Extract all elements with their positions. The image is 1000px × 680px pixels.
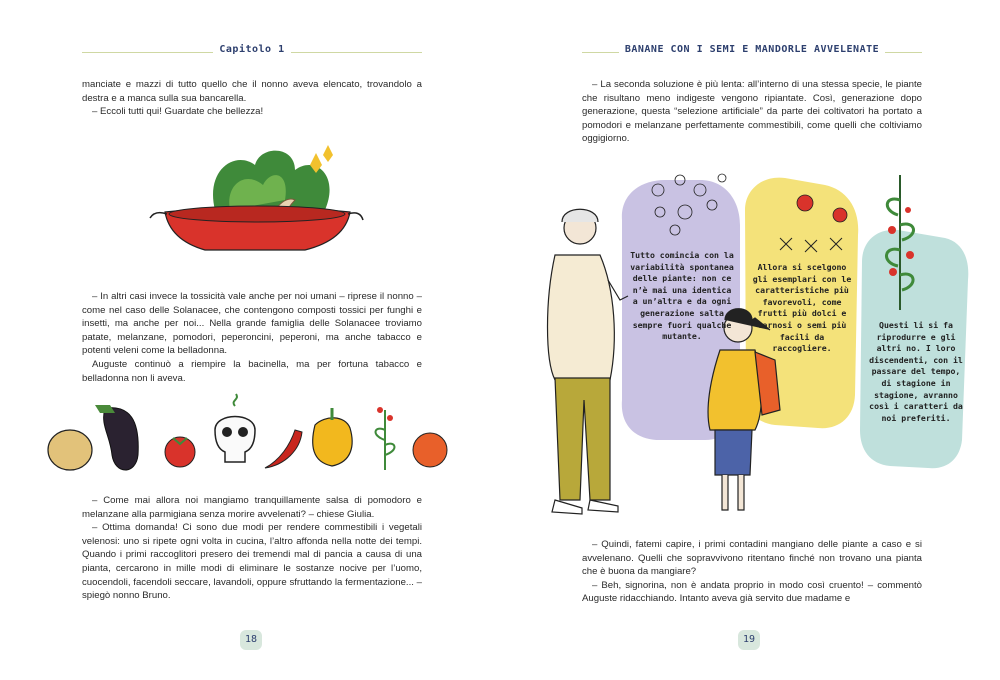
solanaceae-row-illustration bbox=[40, 400, 460, 480]
bell-pepper-icon bbox=[313, 408, 352, 466]
paragraph: – Ottima domanda! Ci sono due modi per rendere commestibili i vegetali velenosi: uno si ripete ogni volta in cucina, l’altro affonda nella notte dei tempi. Quando i primi raccoglitori presero dei tremendi mal di pancia a causa di una pianta, cercarono in mille modi di eliminare le sostanze nocive per l’uomo, cuocendoli, facendoli seccare, lavandoli, oppure sfruttando la fermentazione... – spiegò nonno Bruno. bbox=[82, 522, 422, 602]
speech-bubble-reproduction: Questi li si fa riprodurre e gli altri no. I loro discendenti, con il passare del tempo, di stagione in stagione, avranno così i caratteri da noi preferiti. bbox=[869, 320, 963, 423]
potato-icon bbox=[48, 430, 92, 470]
right-page bbox=[500, 0, 1000, 680]
left-text-top bbox=[82, 78, 422, 119]
speech-bubble-variability: Tutto comincia con la variabilità spontanea delle piante: non ce n’è mai una identica a un’altra e da ogni generazione salta sempre fuori qualche mutante. bbox=[630, 250, 734, 342]
tomato-icon bbox=[165, 437, 195, 467]
paragraph: Auguste continuò a riempire la bacinella, ma per fortuna tabacco e belladonna non li aveva. bbox=[82, 358, 422, 384]
section-title: BANANE CON I SEMI E MANDORLE AVVELENATE bbox=[619, 44, 885, 55]
paragraph: – Come mai allora noi mangiamo tranquillamente salsa di pomodoro e melanzane alla parmigiana senza morire avvelenati? – chiese Giulia. bbox=[82, 495, 422, 520]
paragraph: – La seconda soluzione è più lenta: all’interno di una stessa specie, le piante che risultano meno indigeste vengono ripiantate. Così, generazione dopo generazione, questa “selezione artificiale” da parte dei coltivatori ha portato a pomodori e melanzane perfettamente commestibili, come quelli che coltiviamo oggigiorno. bbox=[582, 79, 922, 145]
paragraph: – Eccoli tutti qui! Guardate che bellezza! bbox=[92, 106, 264, 118]
paragraph: manciate e mazzi di tutto quello che il nonno aveva elencato, trovandolo a destra e a manca sulla sua bancarella. bbox=[82, 79, 422, 104]
eggplant-icon bbox=[95, 405, 138, 470]
grandfather-figure bbox=[548, 209, 629, 514]
left-text-mid bbox=[82, 290, 422, 385]
paragraph: – In altri casi invece la tossicità vale anche per noi umani – riprese il nonno – come nel caso delle Solanacee, che contengono composti tossici per funghi e insetti, ma anche per noi... Nella grande famiglia delle Solanacee troviamo patate, melanzane, pomodori, peperoncini, peperoni, ma anche tabacco e potenti veleni come la belladonna. bbox=[82, 291, 422, 357]
speech-bubble-selection: Allora si scelgono gli esemplari con le caratteristiche più favorevoli, come frutti più dolci e carnosi o semi più facili da raccogliere. bbox=[752, 262, 852, 354]
left-running-head bbox=[82, 44, 422, 60]
orange-tomato-icon bbox=[413, 433, 447, 467]
page-number: 18 bbox=[240, 630, 262, 650]
right-text-bottom bbox=[582, 538, 922, 606]
page-number: 19 bbox=[738, 630, 760, 650]
paragraph: – Quindi, fatemi capire, i primi contadini mangiano delle piante a caso e si avvelenano. Quelli che sopravvivono ritentano finché non trovano una pianta che è buona da mangiare? bbox=[582, 539, 922, 578]
left-text-bottom bbox=[82, 494, 422, 603]
skull-icon bbox=[215, 394, 255, 462]
tobacco-plant-icon bbox=[376, 407, 395, 470]
vegetable-bowl-illustration bbox=[145, 140, 365, 270]
paragraph: – Beh, signorina, non è andata proprio in modo così cruento! – commentò Auguste ridacchiando. Intanto aveva già servito due madame e bbox=[582, 579, 922, 605]
chili-pepper-icon bbox=[265, 430, 302, 468]
chapter-title: Capitolo 1 bbox=[213, 44, 290, 55]
